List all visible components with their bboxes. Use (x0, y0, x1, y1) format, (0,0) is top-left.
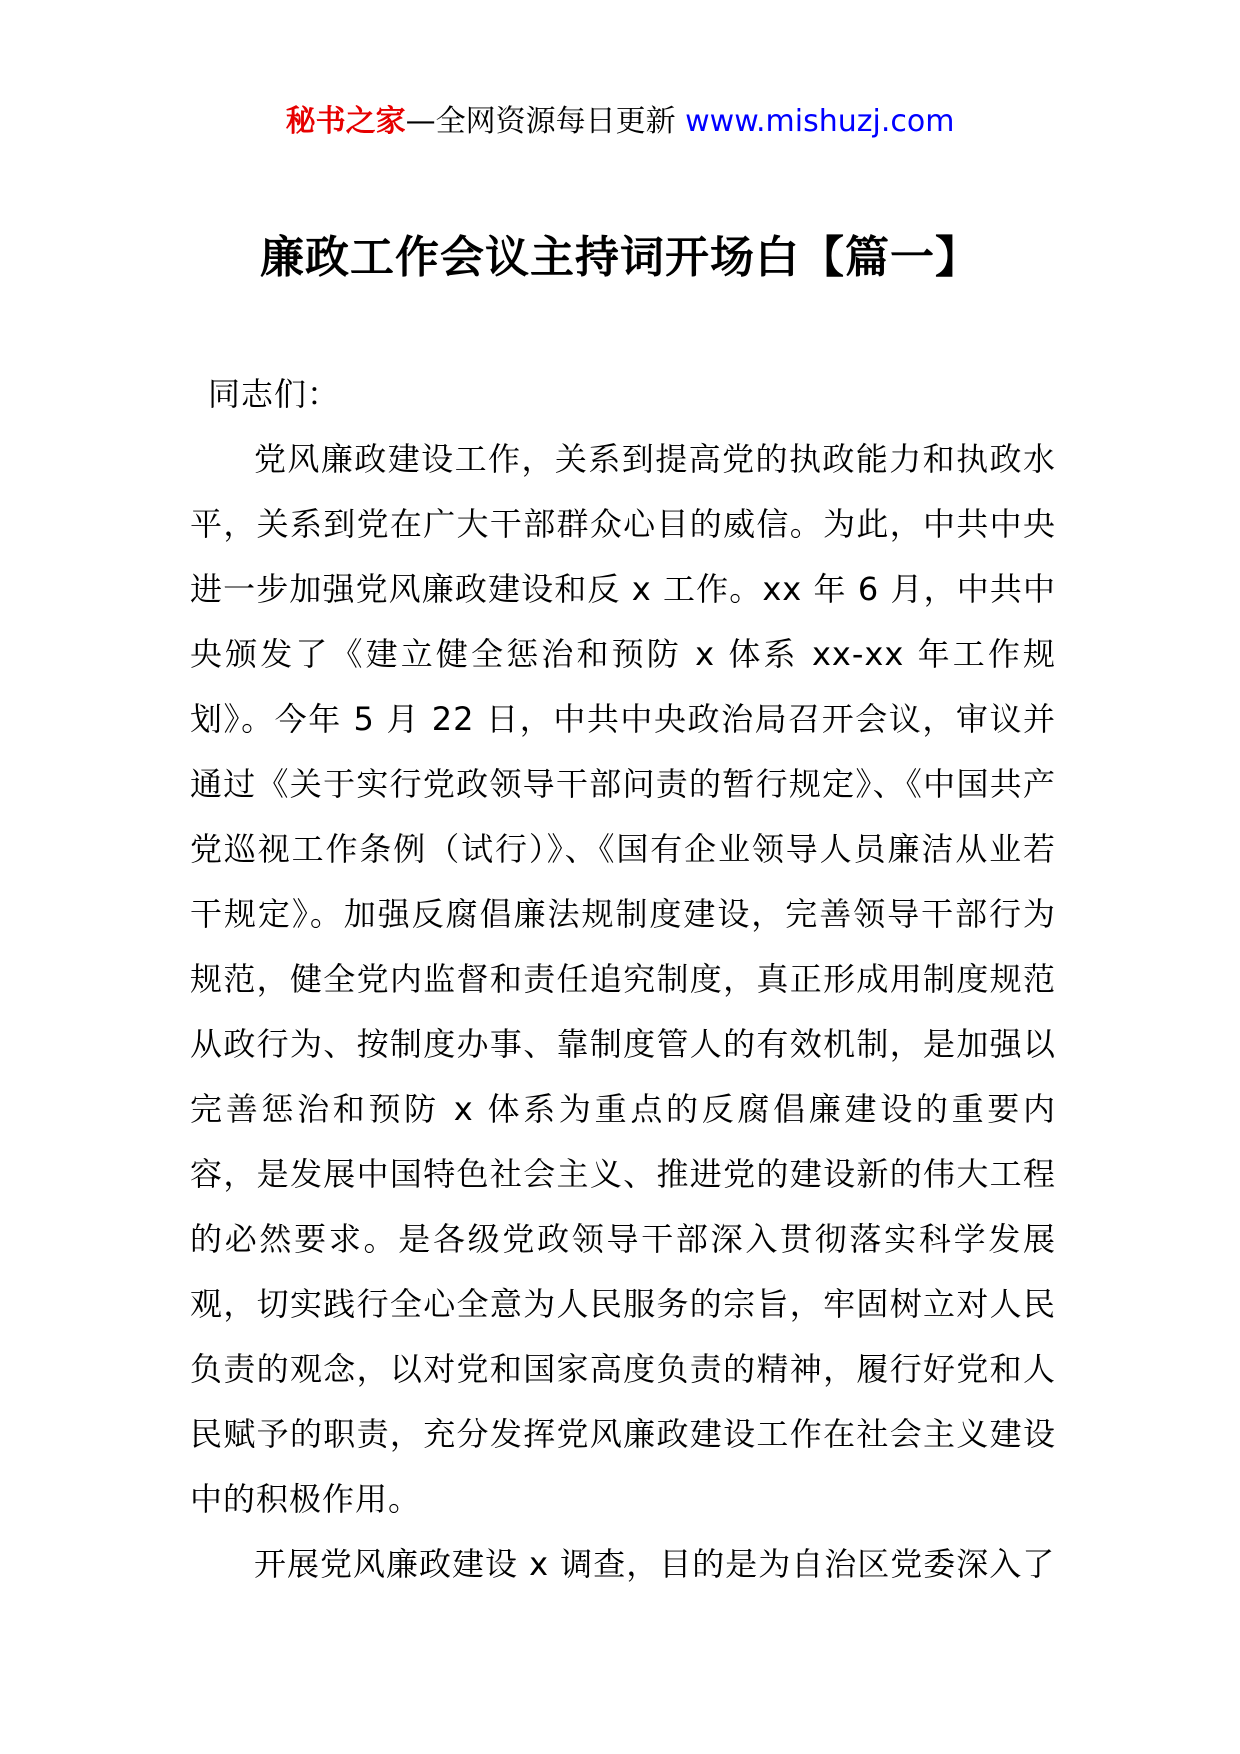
paragraph: 党风廉政建设工作，关系到提高党的执政能力和执政水平，关系到党在广大干部群众心目的威信。为此，中共中央进一步加强党风廉政建设和反 x 工作。xx 年 6 月，中共中央颁发了《建立健全惩治和预防 x 体系 xx-xx 年工作规划》。今年 5 月 22 日，中共中央政治局召开会议，审议并通过《关于实行党政领导干部问责的暂行规定》、《中国共产党巡视工作条例（试行）》、《国有企业领导人员廉洁从业若干规定》。加强反腐倡廉法规制度建设，完善领导干部行为规范，健全党内监督和责任追究制度，真正形成用制度规范从政行为、按制度办事、靠制度管人的有效机制，是加强以完善惩治和预防 x 体系为重点的反腐倡廉建设的重要内容，是发展中国特色社会主义、推进党的建设新的伟大工程的必然要求。是各级党政领导干部深入贯彻落实科学发展观，切实践行全心全意为人民服务的宗旨，牢固树立对人民负责的观念，以对党和国家高度负责的精神，履行好党和人民赋予的职责，充分发挥党风廉政建设工作在社会主义建设中的积极作用。 (190, 440, 1056, 1518)
salutation: 同志们： (208, 375, 341, 413)
header-brand: 秘书之家 (285, 104, 406, 139)
page-header (0, 100, 1240, 144)
document-body (190, 362, 1056, 1597)
document-title: 廉政工作会议主持词开场白【篇一】 (260, 232, 980, 283)
paragraph: 开展党风廉政建设 x 调查，目的是为自治区党委深入了 (254, 1545, 1056, 1583)
header-site-link[interactable]: www.mishuzj.com (685, 104, 955, 139)
header-slogan: —全网资源每日更新 (405, 104, 686, 139)
